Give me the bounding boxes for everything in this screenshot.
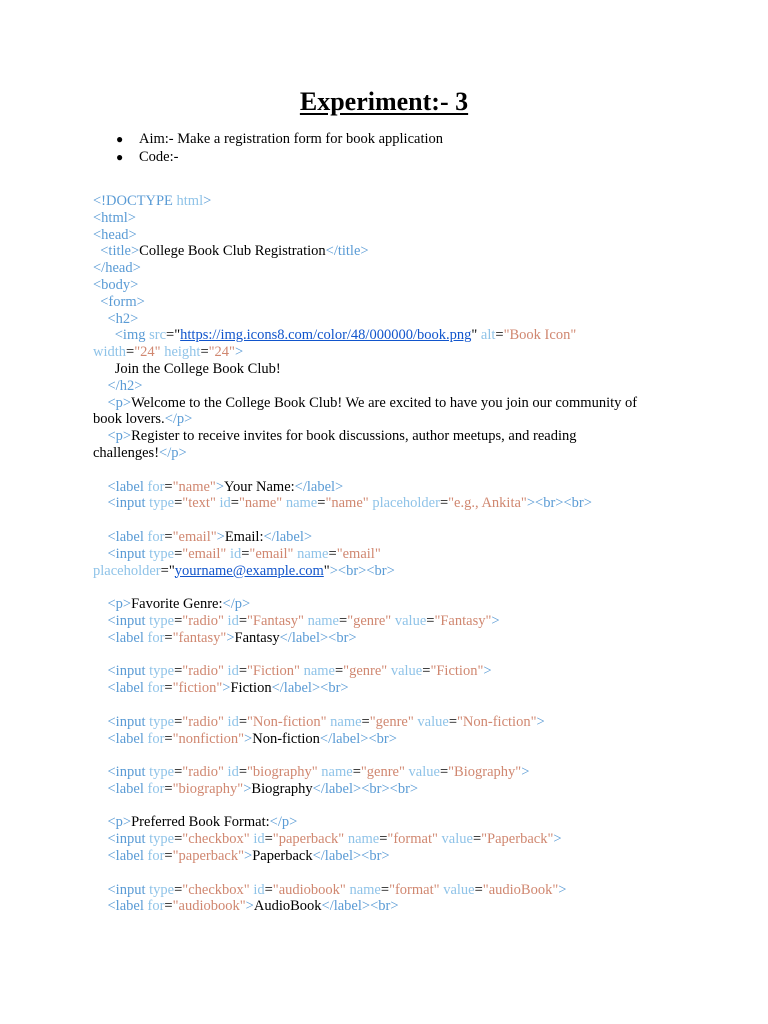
code-token: <input	[93, 764, 150, 781]
code-token: <label	[93, 898, 148, 915]
code-token: "audioBook"	[482, 881, 559, 898]
code-token: =	[164, 478, 173, 495]
code-token: =	[238, 663, 248, 680]
code-token: </label><br>	[319, 730, 397, 747]
code-token: challenges!	[93, 444, 160, 461]
code-token: type	[149, 663, 175, 680]
code-token: Register to receive invites for book discussions, author meetups, and reading	[131, 428, 577, 445]
code-token: =	[439, 764, 449, 781]
code-token: width	[93, 344, 127, 361]
code-token: Join the College Book Club!	[93, 360, 281, 377]
code-token: name	[282, 495, 318, 512]
code-token: </label><br><br>	[312, 780, 419, 797]
code-token: src	[149, 327, 167, 344]
code-token: =	[380, 881, 390, 898]
code-token: =	[439, 495, 449, 512]
code-token: <p>	[93, 814, 132, 831]
code-token: type	[149, 881, 175, 898]
code-token: =	[164, 680, 173, 697]
code-line	[93, 848, 693, 865]
code-token: </label><br>	[321, 898, 399, 915]
code-token: name	[293, 545, 329, 562]
code-token: "genre"	[343, 663, 388, 680]
code-token: </label>	[294, 478, 344, 495]
code-token: =	[264, 881, 273, 898]
code-token: <label	[93, 680, 148, 697]
code-line	[93, 764, 693, 781]
code-token: =	[472, 831, 482, 848]
code-line	[93, 647, 693, 664]
code-token: "email"	[249, 545, 294, 562]
code-token: "paperback"	[272, 831, 345, 848]
bullet-item-aim	[116, 130, 443, 148]
code-token: =	[174, 713, 183, 730]
code-token: id	[226, 545, 242, 562]
code-token: value	[437, 831, 473, 848]
code-line	[93, 630, 693, 647]
code-token: "email"	[172, 528, 217, 545]
code-token: "radio"	[182, 612, 224, 629]
code-token: "24"	[208, 344, 235, 361]
code-token: "biography"	[172, 780, 244, 797]
code-token: <input	[93, 612, 150, 629]
code-token: <p>	[93, 394, 132, 411]
code-token: "format"	[387, 831, 438, 848]
code-line	[93, 479, 693, 496]
code-token: </label><br>	[312, 848, 390, 865]
code-token: <label	[93, 629, 148, 646]
code-token: =	[339, 612, 348, 629]
bullet-text: Code:-	[139, 149, 179, 165]
code-token: id	[249, 831, 265, 848]
code-token: "genre"	[360, 764, 405, 781]
code-token: name	[345, 881, 381, 898]
code-token: >	[215, 478, 225, 495]
code-token: =	[174, 495, 183, 512]
code-token: =	[174, 663, 183, 680]
code-token: =	[174, 831, 183, 848]
code-token: </p>	[269, 814, 298, 831]
code-token: "Fantasy"	[434, 612, 492, 629]
code-token: id	[223, 713, 239, 730]
code-token: </label><br>	[271, 680, 349, 697]
code-token: =	[474, 881, 483, 898]
code-token: Favorite Genre:	[131, 596, 223, 613]
code-block	[93, 193, 693, 915]
page-title: Experiment:- 3	[299, 87, 469, 116]
code-token: book lovers.	[93, 411, 165, 428]
code-line	[93, 529, 693, 546]
code-line	[93, 865, 693, 882]
code-line	[93, 344, 693, 361]
code-token: <title>	[93, 243, 140, 260]
code-token: for	[147, 730, 165, 747]
code-token: =	[426, 612, 435, 629]
code-token: <input	[93, 495, 150, 512]
code-token: type	[149, 612, 175, 629]
code-token: <html>	[93, 209, 136, 226]
code-token: "fantasy"	[172, 629, 227, 646]
code-token: "Paperback"	[481, 831, 554, 848]
code-line	[93, 210, 693, 227]
code-token: >	[226, 629, 235, 646]
code-token: <input	[93, 881, 150, 898]
code-token: =	[264, 831, 273, 848]
code-token: value	[404, 764, 440, 781]
code-token: <label	[93, 730, 148, 747]
code-token: =	[379, 831, 388, 848]
code-link[interactable]: https://img.icons8.com/color/48/000000/book.png	[180, 327, 472, 344]
code-token: College Book Club Registration	[139, 243, 326, 260]
code-token: </label>	[263, 528, 313, 545]
code-line	[93, 898, 693, 915]
code-token: "radio"	[182, 713, 224, 730]
code-token: >	[216, 528, 225, 545]
code-token: =	[238, 612, 248, 629]
code-token: </h2>	[93, 377, 143, 394]
code-line	[93, 327, 693, 344]
code-token: "	[323, 562, 330, 579]
code-token: <label	[93, 528, 148, 545]
code-token: id	[223, 612, 239, 629]
code-token: value	[387, 663, 423, 680]
code-token: >	[558, 881, 567, 898]
code-token: ="	[160, 562, 175, 579]
code-token: >	[491, 612, 500, 629]
code-token: "radio"	[182, 663, 224, 680]
code-token: id	[215, 495, 231, 512]
code-token: >	[243, 780, 252, 797]
code-token: alt	[480, 327, 496, 344]
code-line	[93, 462, 693, 479]
code-line	[93, 663, 693, 680]
code-token: id	[249, 881, 265, 898]
code-token: id	[223, 764, 239, 781]
code-token: "e.g., Ankita"	[448, 495, 527, 512]
code-token: >	[553, 831, 562, 848]
code-token: AudioBook	[253, 898, 322, 915]
code-line	[93, 378, 693, 395]
code-line	[93, 714, 693, 731]
bullet-item-code	[116, 148, 443, 166]
code-token: name	[317, 764, 353, 781]
code-token: =	[164, 528, 173, 545]
code-token: <p>	[93, 428, 132, 445]
code-token: =	[164, 629, 173, 646]
code-token: >	[222, 680, 231, 697]
code-token: <label	[93, 478, 148, 495]
code-line	[93, 294, 693, 311]
code-token: "audiobook"	[272, 881, 346, 898]
code-token: ><br><br>	[329, 562, 395, 579]
code-token: for	[147, 528, 165, 545]
code-line	[93, 781, 693, 798]
code-token: "checkbox"	[182, 881, 250, 898]
code-token: "Fiction"	[430, 663, 484, 680]
code-token: =	[317, 495, 326, 512]
code-token: <p>	[93, 596, 132, 613]
code-token: "radio"	[182, 764, 224, 781]
code-token: =	[361, 713, 370, 730]
code-token: =	[334, 663, 344, 680]
code-token: =	[328, 545, 337, 562]
code-token: name	[344, 831, 380, 848]
code-token: </p>	[159, 444, 187, 461]
code-line	[93, 882, 693, 899]
code-token: Email:	[224, 528, 264, 545]
code-token: =	[174, 612, 183, 629]
code-token: Biography	[251, 780, 313, 797]
code-token: =	[164, 848, 173, 865]
code-token: DOCTYPE	[106, 193, 173, 209]
code-token: <label	[93, 780, 148, 797]
code-token: "email"	[336, 545, 381, 562]
code-token: <label	[93, 848, 148, 865]
code-line	[93, 512, 693, 529]
code-token: =	[495, 327, 504, 344]
code-token: "name"	[172, 478, 216, 495]
code-token: "	[471, 327, 481, 344]
code-token: name	[299, 663, 335, 680]
code-token: "text"	[182, 495, 216, 512]
code-line	[93, 445, 693, 462]
code-token: for	[147, 898, 165, 915]
code-token: placeholder	[93, 562, 161, 579]
code-token: >	[521, 764, 530, 781]
code-token: height	[160, 344, 201, 361]
code-token: =	[164, 898, 173, 915]
code-token: <input	[93, 663, 150, 680]
code-token: "format"	[389, 881, 440, 898]
code-token: "biography"	[247, 764, 318, 781]
code-token: "Non-fiction"	[247, 713, 327, 730]
code-token: "Fiction"	[247, 663, 300, 680]
code-token: "name"	[325, 495, 369, 512]
code-token: "fiction"	[172, 680, 223, 697]
bullet-text: Aim:- Make a registration form for book application	[139, 131, 444, 147]
code-line	[93, 361, 693, 378]
code-token: type	[149, 713, 175, 730]
bullet-list	[116, 130, 443, 166]
code-line	[93, 579, 693, 596]
code-token: type	[149, 545, 175, 562]
code-token: =	[352, 764, 361, 781]
code-token: >	[244, 848, 253, 865]
code-token: =	[238, 713, 248, 730]
code-token: name	[326, 713, 362, 730]
code-token: >	[244, 730, 253, 747]
code-token: =	[241, 545, 250, 562]
code-token: "genre"	[347, 612, 392, 629]
code-token: type	[149, 831, 175, 848]
code-token: type	[149, 764, 175, 781]
code-token: html	[172, 193, 204, 209]
code-token: for	[147, 629, 165, 646]
code-token: =	[174, 764, 183, 781]
code-line	[93, 193, 693, 210]
code-token: "name"	[238, 495, 283, 512]
code-token: Your Name:	[224, 478, 295, 495]
code-line	[93, 227, 693, 244]
code-token: Paperback	[252, 848, 313, 865]
code-line	[93, 495, 693, 512]
code-token: "Non-fiction"	[457, 713, 537, 730]
code-token: =	[448, 713, 457, 730]
code-token: =	[164, 780, 173, 797]
code-line	[93, 747, 693, 764]
code-token: for	[147, 780, 165, 797]
code-token: name	[303, 612, 339, 629]
code-token: =	[174, 881, 183, 898]
code-token: </p>	[222, 596, 251, 613]
code-token: value	[413, 713, 449, 730]
code-line	[93, 697, 693, 714]
code-token: "Fantasy"	[247, 612, 304, 629]
code-token: "genre"	[369, 713, 414, 730]
code-line	[93, 260, 693, 277]
code-token: >	[245, 898, 254, 915]
code-token: "Book Icon"	[503, 327, 577, 344]
code-token: "email"	[182, 545, 227, 562]
code-token: =	[174, 545, 183, 562]
code-token: <h2>	[93, 310, 139, 327]
code-line	[93, 563, 693, 580]
code-line	[93, 395, 693, 412]
code-token: </p>	[164, 411, 193, 428]
code-token: Welcome to the College Book Club! We are excited to have you join our community of	[131, 394, 638, 411]
code-token: "Biography"	[448, 764, 522, 781]
code-line	[93, 613, 693, 630]
code-link[interactable]: yourname@example.com	[174, 562, 324, 579]
code-token: type	[149, 495, 175, 512]
code-token: value	[391, 612, 427, 629]
code-token: "nonfiction"	[172, 730, 245, 747]
code-token: <head>	[93, 226, 137, 243]
code-line	[93, 546, 693, 563]
code-line	[93, 731, 693, 748]
code-token: "24"	[134, 344, 161, 361]
code-token: =	[422, 663, 431, 680]
code-line	[93, 243, 693, 260]
code-token: >	[203, 193, 212, 209]
code-token: Fantasy	[234, 629, 280, 646]
code-line	[93, 411, 693, 428]
code-token: <!	[93, 193, 107, 209]
code-token: >	[483, 663, 492, 680]
code-line	[93, 814, 693, 831]
code-token: </label><br>	[279, 629, 357, 646]
code-token: =	[200, 344, 209, 361]
code-line	[93, 311, 693, 328]
code-token: for	[147, 478, 165, 495]
code-line	[93, 428, 693, 445]
code-token: =	[238, 764, 248, 781]
code-token: <input	[93, 713, 150, 730]
code-token: for	[147, 680, 165, 697]
code-token: Fiction	[230, 680, 272, 697]
code-token: "paperback"	[172, 848, 245, 865]
code-token: <input	[93, 831, 150, 848]
code-token: <input	[93, 545, 150, 562]
code-token: =	[126, 344, 135, 361]
code-token: >	[234, 344, 244, 361]
code-token: ="	[166, 327, 181, 344]
code-token: =	[164, 730, 173, 747]
code-token: value	[439, 881, 475, 898]
code-line	[93, 277, 693, 294]
code-token: Preferred Book Format:	[131, 814, 270, 831]
code-token: "audiobook"	[172, 898, 246, 915]
code-token: for	[147, 848, 165, 865]
code-token: "checkbox"	[182, 831, 250, 848]
code-token: <form>	[93, 293, 145, 310]
code-token: <body>	[93, 276, 139, 293]
bullet-dot-icon: ●	[116, 132, 124, 146]
code-token: </head>	[93, 260, 141, 277]
code-line	[93, 798, 693, 815]
code-line	[93, 596, 693, 613]
code-token: Non-fiction	[252, 730, 320, 747]
code-token: <img	[93, 327, 150, 344]
code-line	[93, 831, 693, 848]
code-token: </title>	[325, 243, 369, 260]
code-token: id	[223, 663, 239, 680]
code-token: ><br><br>	[526, 495, 592, 512]
bullet-dot-icon: ●	[116, 150, 124, 164]
code-line	[93, 680, 693, 697]
code-token: =	[230, 495, 239, 512]
code-token: >	[536, 713, 545, 730]
code-token: placeholder	[368, 495, 440, 512]
